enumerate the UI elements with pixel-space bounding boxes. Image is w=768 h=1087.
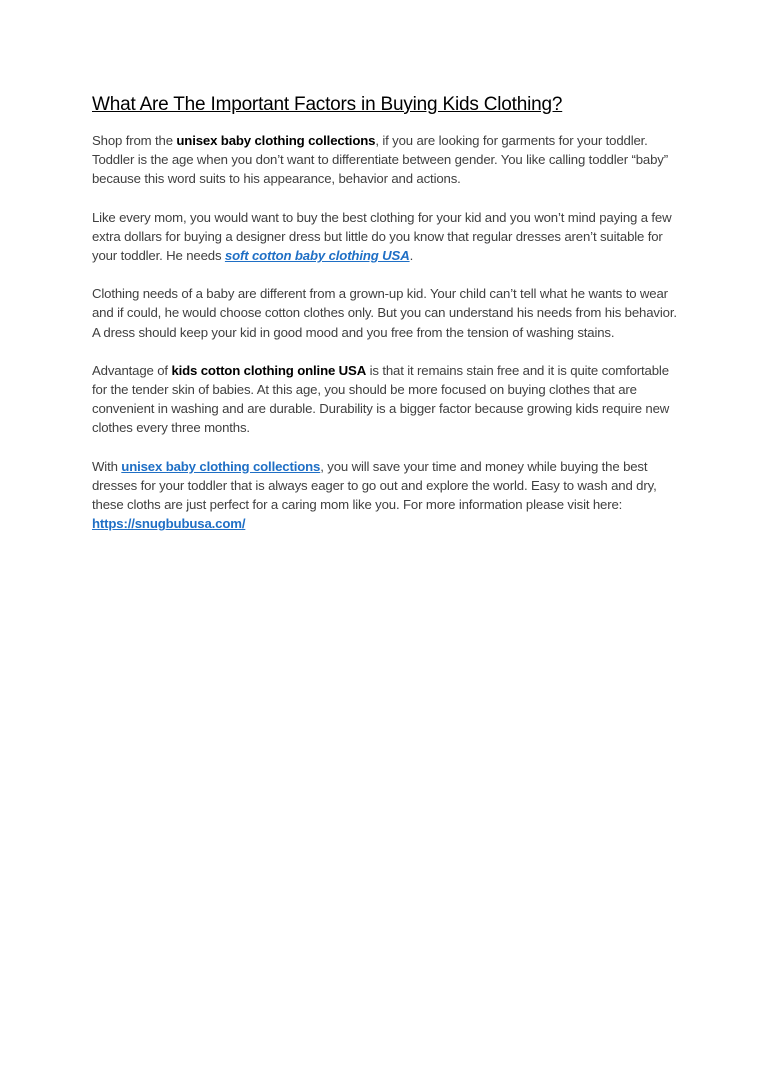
- paragraph-text: is that it remains stain free and it is quite comfortable for the tender skin of babies. At this age, you should be more focused on buying clothes that are convenient in washing and are durable. Durability is a bigger factor because growing kids require new clothes every three months.: [92, 362, 670, 436]
- document-body: [92, 93, 682, 552]
- paragraph-5: [92, 457, 682, 534]
- unisex-collections-link[interactable]: unisex baby clothing collections: [121, 458, 321, 474]
- paragraph-text: , if you are looking for garments for your toddler. Toddler is the age when you don’t want to differentiate between gender. You like calling toddler “baby” because this word suits to his appearance, behavior and actions.: [92, 133, 668, 187]
- paragraph-text: With: [92, 458, 122, 474]
- paragraph-1: [92, 131, 682, 189]
- paragraph-text: .: [409, 248, 414, 264]
- bold-phrase: unisex baby clothing collections: [176, 133, 376, 148]
- website-link[interactable]: https://snugbubusa.com/: [92, 516, 246, 532]
- bold-phrase: kids cotton clothing online USA: [171, 362, 367, 378]
- paragraph-text: , you will save your time and money while buying the best dresses for your toddler that is always eager to go out and explore the world. Easy to wash and dry, these cloths are just perfect for a caring mom like you. For more information please visit here:: [92, 458, 657, 513]
- paragraph-2: [92, 208, 682, 266]
- paragraph-text: Like every mom, you would want to buy the best clothing for your kid and you won’t mind paying a few extra dollars for buying a designer dress but little do you know that regular dresses aren’t suitable for your toddler. He needs: [92, 209, 672, 264]
- page-title: What Are The Important Factors in Buying Kids Clothing?: [92, 94, 563, 115]
- paragraph-text: Clothing needs of a baby are different from a grown-up kid. Your child can’t tell what he wants to wear and if could, he would choose cotton clothes only. But you can understand his needs from his behavior. A dress should keep your kid in good mood and you free from the tension of washing stains.: [92, 286, 677, 340]
- paragraph-3: [92, 284, 682, 342]
- soft-cotton-link[interactable]: soft cotton baby clothing USA: [224, 248, 410, 264]
- paragraph-text: Shop from the: [92, 133, 177, 148]
- paragraph-text: Advantage of: [92, 362, 172, 378]
- paragraph-4: [92, 361, 682, 438]
